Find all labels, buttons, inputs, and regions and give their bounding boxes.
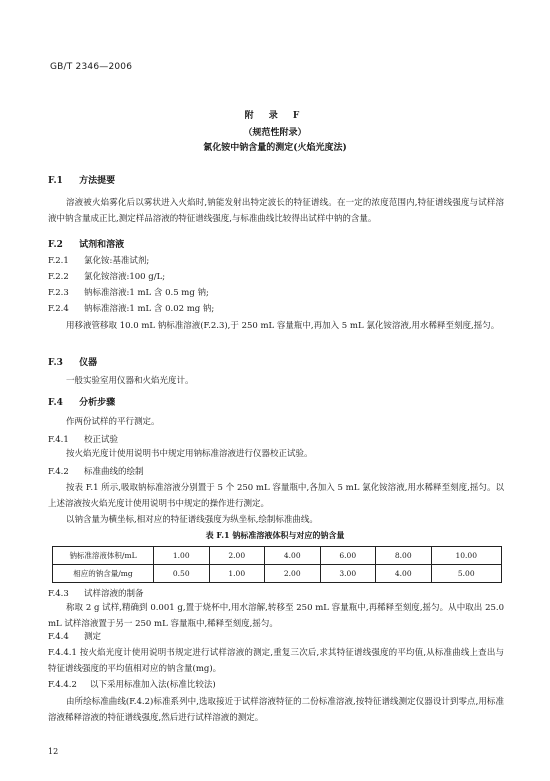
- subsection-f41-text: 按火焰光度计使用说明书中规定用钠标准溶液进行仪器校正试验。: [66, 449, 313, 459]
- subsection-number: F.4.4: [48, 632, 69, 642]
- subsection-number: F.4.3: [48, 589, 69, 599]
- section-number: F.3: [48, 358, 63, 368]
- section-f4-intro: 作两份试样的平行测定。: [66, 417, 160, 427]
- clause-title: 以下采用标准加入法(标准比较法): [90, 680, 216, 690]
- subsection-f442-text: 由所绘标准曲线(F.4.2)标准系列中,选取接近于试样溶液特征的二份标准溶液,按特征谱线测定仪器设计到零点,用标准溶液稀释溶液的特征谱线强度,然后进行试样溶液的测定。: [48, 697, 504, 723]
- section-title: 试剂和溶液: [79, 240, 125, 250]
- table-row: [53, 547, 502, 565]
- table-cell: 0.50: [154, 565, 210, 583]
- standard-number-header: GB/T 2346—2006: [50, 62, 133, 72]
- appendix-type: （规范性附录）: [243, 128, 307, 138]
- subsection-f42-text: 按表 F.1 所示,吸取钠标准溶液分别置于 5 个 250 mL 容量瓶中,各加入 5 mL 氯化铵溶液,用水稀释至刻度,摇匀。以上述溶液按火焰光度计使用说明书中规定的操作进行测定。: [48, 483, 504, 509]
- section-heading-f3: [48, 358, 97, 369]
- table-cell: 2.00: [209, 547, 265, 565]
- clause-text: 按火焰光度计使用说明书规定进行试样溶液的测定,重复三次后,求其特征谱线强度的平均值,从标准曲线上查出与特征谱线强度的平均值相对应的钠含量(mg)。: [48, 648, 504, 674]
- row-label: 相应的钠含量/mg: [53, 565, 154, 583]
- item-text: 钠标准溶液:1 mL 含 0.5 mg 钠;: [84, 288, 209, 298]
- item-text: 氯化铵溶液:100 g/L;: [84, 272, 166, 282]
- subsection-title: 试样溶液的制备: [84, 589, 144, 599]
- row-label: 钠标准溶液体积/mL: [53, 547, 154, 565]
- item-number: F.2.4: [48, 304, 69, 314]
- table-cell: 2.00: [265, 565, 321, 583]
- table-row: [53, 565, 502, 583]
- table-cell: 3.00: [320, 565, 376, 583]
- section-title: 方法提要: [79, 176, 116, 186]
- table-cell: 5.00: [431, 565, 502, 583]
- table-cell: 4.00: [376, 565, 432, 583]
- item-text: 钠标准溶液:1 mL 含 0.02 mg 钠;: [84, 304, 215, 314]
- appendix-label: 附 录 F: [244, 111, 306, 121]
- table-cell: 10.00: [431, 547, 502, 565]
- appendix-title: 氯化铵中钠含量的测定(火焰光度法): [203, 143, 347, 153]
- table-cell: 8.00: [376, 547, 432, 565]
- subsection-title: 校正试验: [84, 435, 119, 445]
- section-title: 分析步骤: [79, 398, 116, 408]
- subsection-title: 标准曲线的绘制: [84, 467, 144, 477]
- section-f2-paragraph: 用移液管移取 10.0 mL 钠标准溶液(F.2.3),于 250 mL 容量瓶中,再加入 5 mL 氯化铵溶液,用水稀释至刻度,摇匀。: [66, 321, 500, 331]
- reagent-item: [48, 272, 165, 282]
- item-text: 氯化铵:基准试剂;: [84, 256, 150, 266]
- table-cell: 4.00: [265, 547, 321, 565]
- subsection-heading-f41: [48, 435, 118, 445]
- subsection-heading-f43: [48, 589, 144, 599]
- subsection-f43-text: 称取 2 g 试样,精确到 0.001 g,置于烧杯中,用水溶解,转移至 250 mL 容量瓶中,再稀释至刻度,摇匀。从中取出 25.0 mL 试样溶液置于另一 250 mL 容量瓶中,稀释至刻度,摇匀。: [48, 603, 504, 629]
- reagent-item: [48, 304, 214, 314]
- subsection-title: 测定: [84, 632, 102, 642]
- subsection-f42-text2: 以钠含量为横坐标,相对应的特征谱线强度为纵坐标,绘制标准曲线。: [66, 515, 318, 525]
- section-f3-paragraph: 一般实验室用仪器和火焰光度计。: [66, 376, 194, 386]
- section-number: F.4: [48, 398, 63, 408]
- section-heading-f1: [48, 176, 115, 187]
- subsection-number: F.4.1: [48, 435, 69, 445]
- standard-table: [52, 546, 502, 583]
- subsection-heading-f44: [48, 632, 101, 642]
- page-number: 12: [48, 747, 59, 756]
- clause-number: F.4.4.2: [48, 680, 77, 690]
- clause-number: F.4.4.1: [48, 648, 77, 658]
- item-number: F.2.1: [48, 256, 69, 266]
- subsection-heading-f42: [48, 467, 144, 477]
- table-caption: 表 F.1 钠标准溶液体积与对应的钠含量: [205, 530, 345, 540]
- reagent-item: [48, 288, 209, 298]
- section-heading-f2: [48, 240, 124, 251]
- section-number: F.1: [48, 176, 63, 186]
- subsection-f441: [48, 645, 504, 677]
- section-heading-f4: [48, 398, 115, 409]
- table-cell: 6.00: [320, 547, 376, 565]
- reagent-item: [48, 256, 149, 266]
- table-cell: 1.00: [209, 565, 265, 583]
- table-cell: 1.00: [154, 547, 210, 565]
- item-number: F.2.2: [48, 272, 69, 282]
- subsection-number: F.4.2: [48, 467, 69, 477]
- subsection-heading-f442: [48, 680, 216, 690]
- item-number: F.2.3: [48, 288, 69, 298]
- section-title: 仪器: [79, 358, 98, 368]
- section-f1-paragraph: 溶液被火焰雾化后以雾状进入火焰时,钠能发射出特定波长的特征谱线。在一定的浓度范围内,特征谱线强度与试样溶液中钠含量成正比,测定样品溶液的特征谱线强度,与标准曲线比较得出试样中钠的含量。: [48, 198, 504, 224]
- section-number: F.2: [48, 240, 63, 250]
